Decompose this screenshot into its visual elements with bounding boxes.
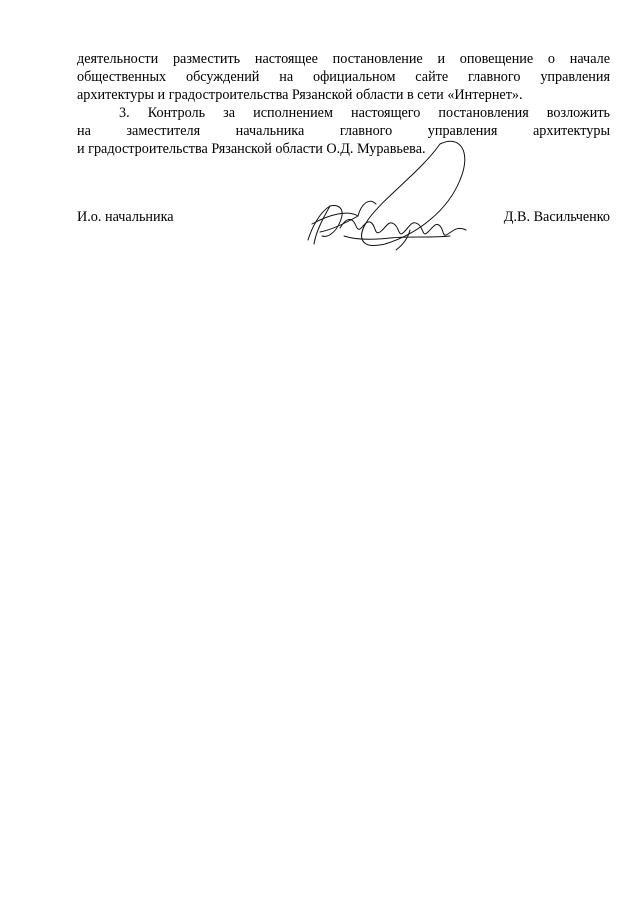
paragraph-line: общественных обсуждений на официальном сайте главного управления (77, 69, 610, 85)
signatory-title: И.о. начальника (77, 209, 174, 225)
signatory-name: Д.В. Васильченко (503, 209, 610, 225)
paragraph-line: деятельности разместить настоящее постановление и оповещение о начале (77, 51, 610, 67)
item-3-line: 3. Контроль за исполнением настоящего постановления возложить (119, 105, 610, 121)
item-3-line: и градостроительства Рязанской области О.Д. Муравьева. (77, 141, 426, 157)
item-3-line: на заместителя начальника главного управления архитектуры (77, 123, 610, 139)
handwritten-signature (300, 132, 475, 257)
paragraph-line: архитектуры и градостроительства Рязанской области в сети «Интернет». (77, 87, 523, 103)
